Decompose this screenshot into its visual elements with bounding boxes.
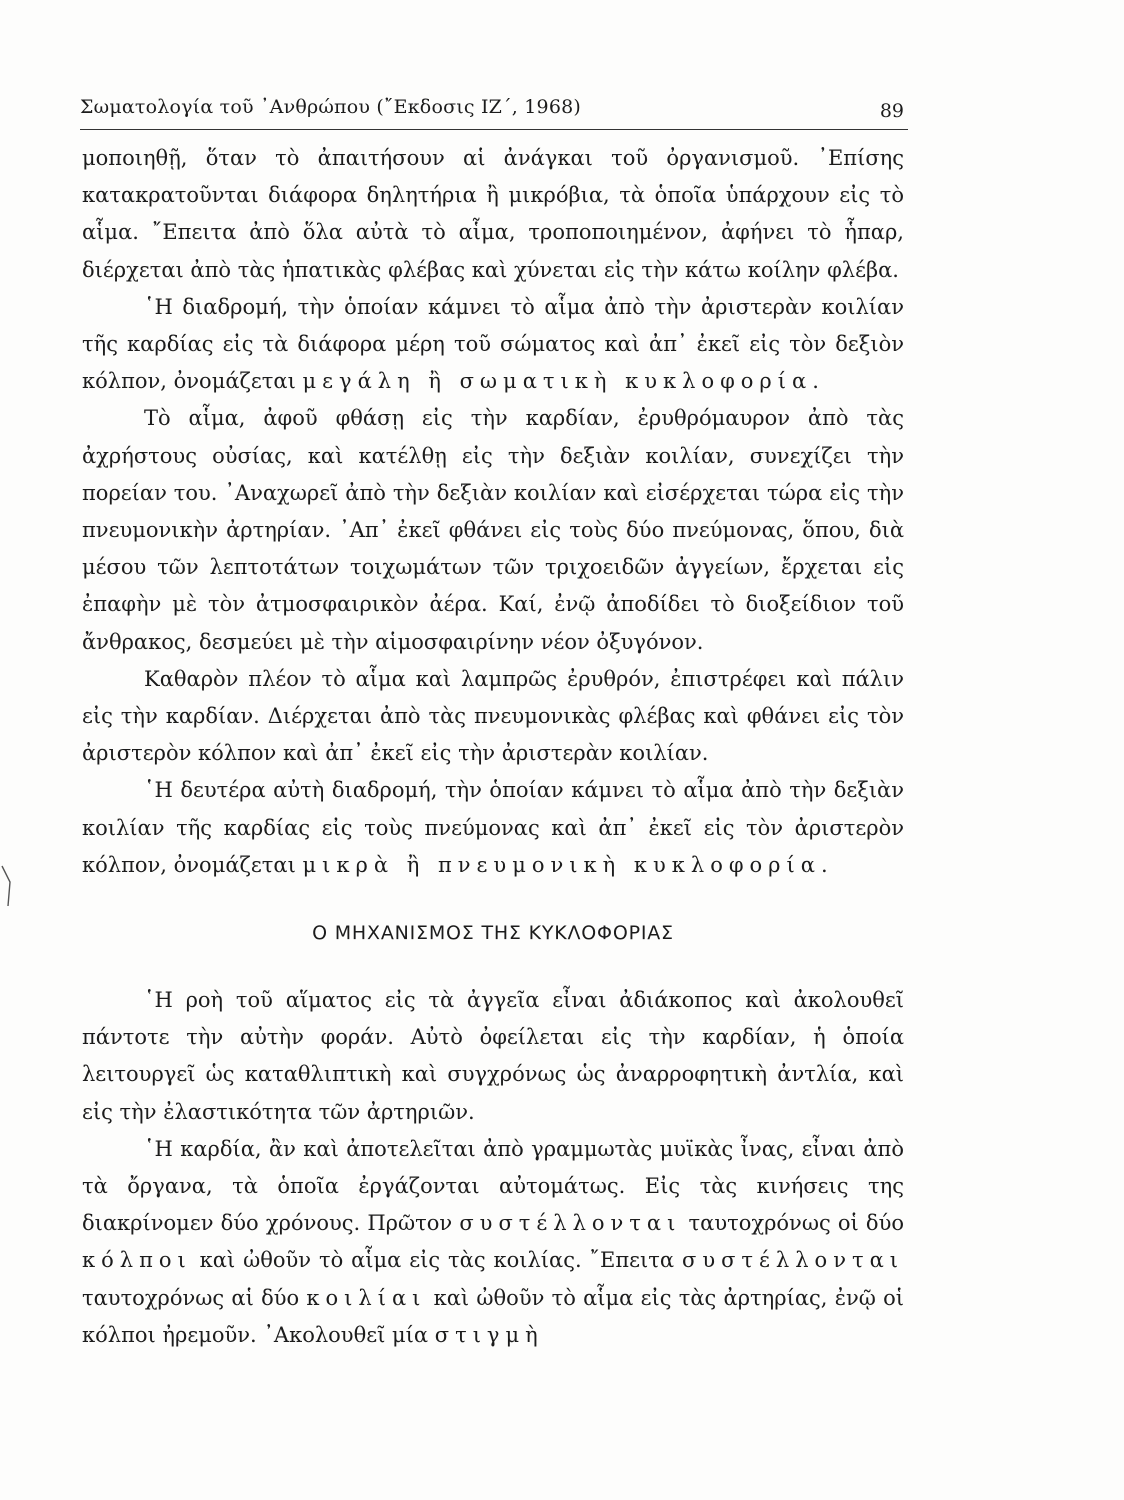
page-number: 89	[879, 100, 904, 122]
paragraph-7-text-a: ῾Η καρδία, ἂν καὶ ἀποτελεῖται ἀπὸ γραμμωτὰς μυϊκὰς ἶνας, εἶναι ἀπὸ τὰ ὄργανα, τὰ ὁποῖα ἐργάζονται αὐτομάτως. Εἰς τὰς κινήσεις της διακρίνομεν δύο χρόνους. Πρῶτον	[82, 1136, 904, 1236]
term-ventricles: κοιλίαι	[306, 1285, 427, 1310]
running-head	[80, 90, 908, 126]
term-contract-1: συστέλλονται	[459, 1211, 682, 1236]
paragraph-3: Τὸ αἷμα, ἀφοῦ φθάσῃ εἰς τὴν καρδίαν, ἐρυθρόμαυρον ἀπὸ τὰς ἀχρήστους οὐσίας, καὶ κατέλθῃ εἰς τὴν δεξιὰν κοιλίαν, συνεχίζει τὴν πορείαν του. ᾿Αναχωρεῖ ἀπὸ τὴν δεξιὰν κοιλίαν καὶ εἰσέρχεται τώρα εἰς τὴν πνευμονικὴν ἀρτηρίαν. ᾿Απ᾿ ἐκεῖ φθάνει εἰς τοὺς δύο πνεύμονας, ὅπου, διὰ μέσου τῶν λεπτοτάτων τοιχωμάτων τῶν τριχοειδῶν ἀγγείων, ἔρχεται εἰς ἐπαφὴν μὲ τὸν ἀτμοσφαιρικὸν ἀέρα. Καί, ἐνῷ ἀποδίδει τὸ διοξείδιον τοῦ ἄνθρακος, δεσμεύει μὲ τὴν αἱμοσφαιρίνην νέον ὀξυγόνον.	[82, 406, 904, 654]
term-atria: κόλποι	[82, 1248, 192, 1273]
term-contract-2: συστέλλονται	[682, 1248, 904, 1273]
header-rule	[80, 129, 908, 130]
body-text	[82, 140, 904, 1354]
term-pulmonary-circulation: μικρὰ ἢ πνευμονικὴ κυκλοφορία.	[302, 852, 834, 877]
paragraph-4: Καθαρὸν πλέον τὸ αἷμα καὶ λαμπρῶς ἐρυθρόν, ἐπιστρέφει καὶ πάλιν εἰς τὴν καρδίαν. Διέρχεται ἀπὸ τὰς πνευμονικὰς φλέβας καὶ φθάνει εἰς τὸν ἀριστερὸν κόλπον καὶ ἀπ᾿ ἐκεῖ εἰς τὴν ἀριστερὰν κοιλίαν.	[82, 666, 904, 766]
section-heading: Ο ΜΗΧΑΝΙΣΜΟΣ ΤΗΣ ΚΥΚΛΟΦΟΡΙΑΣ	[312, 922, 674, 945]
paragraph-2-text: ῾Η διαδρομή, τὴν ὁποίαν κάμνει τὸ αἷμα ἀπὸ τὴν ἀριστερὰν κοιλίαν τῆς καρδίας εἰς τὰ διάφορα μέρη τοῦ σώματος καὶ ἀπ᾿ ἐκεῖ εἰς τὸν δεξιὸν κόλπον, ὀνομάζεται	[82, 294, 904, 394]
running-title: Σωματολογία τοῦ ᾿Ανθρώπου (῎Εκδοσις ΙΖ΄, 1968)	[80, 96, 582, 118]
paragraph-5-text: ῾Η δευτέρα αὐτὴ διαδρομή, τὴν ὁποίαν κάμνει τὸ αἷμα ἀπὸ τὴν δεξιὰν κοιλίαν τῆς καρδίας εἰς τοὺς πνεύμονας καὶ ἀπ᾿ ἐκεῖ εἰς τὸν ἀριστερὸν κόλπον, ὀνομάζεται	[82, 778, 904, 877]
paragraph-1: μοποιηθῇ, ὅταν τὸ ἀπαιτήσουν αἱ ἀνάγκαι τοῦ ὀργανισμοῦ. ᾿Επίσης κατακρατοῦνται διάφορα δηλητήρια ἢ μικρόβια, τὰ ὁποῖα ὑπάρχουν εἰς τὸ αἷμα. ῎Επειτα ἀπὸ ὅλα αὐτὰ τὸ αἷμα, τροποποιημένον, ἀφήνει τὸ ἧπαρ, διέρχεται ἀπὸ τὰς ἡπατικὰς φλέβας καὶ χύνεται εἰς τὴν κάτω κοίλην φλέβα.	[82, 146, 904, 282]
paragraph-7-text-g: ταυτοχρόνως αἱ δύο	[82, 1285, 300, 1310]
paragraph-7-text-c: ταυτοχρόνως οἱ δύο	[688, 1211, 904, 1236]
margin-pencil-mark	[0, 860, 14, 910]
term-systemic-circulation: μεγάλη ἢ σωματικὴ κυκλοφορία.	[302, 369, 825, 394]
paragraph-7-text-e: καὶ ὠθοῦν τὸ αἷμα εἰς τὰς κοιλίας. ῎Επειτα	[199, 1248, 675, 1273]
paragraph-6: ῾Η ροὴ τοῦ αἵματος εἰς τὰ ἀγγεῖα εἶναι ἀδιάκοπος καὶ ἀκολουθεῖ πάντοτε τὴν αὐτὴν φοράν. Αὐτὸ ὀφείλεται εἰς τὴν καρδίαν, ἡ ὁποία λειτουργεῖ ὡς καταθλιπτικὴ καὶ συγχρόνως ὡς ἀναρροφητικὴ ἀντλία, καὶ εἰς τὴν ἐλαστικότητα τῶν ἀρτηριῶν.	[82, 988, 904, 1124]
paragraph-7-text-i: καὶ ὠθοῦν τὸ αἷμα εἰς τὰς ἀρτηρίας, ἐνῷ οἱ κόλποι ἠρεμοῦν. ᾿Ακολουθεῖ μία	[82, 1285, 904, 1347]
paragraph-7	[82, 1131, 904, 1354]
paragraph-5	[82, 772, 904, 884]
term-moment: στιγμὴ	[434, 1322, 544, 1347]
paragraph-2	[82, 289, 904, 401]
